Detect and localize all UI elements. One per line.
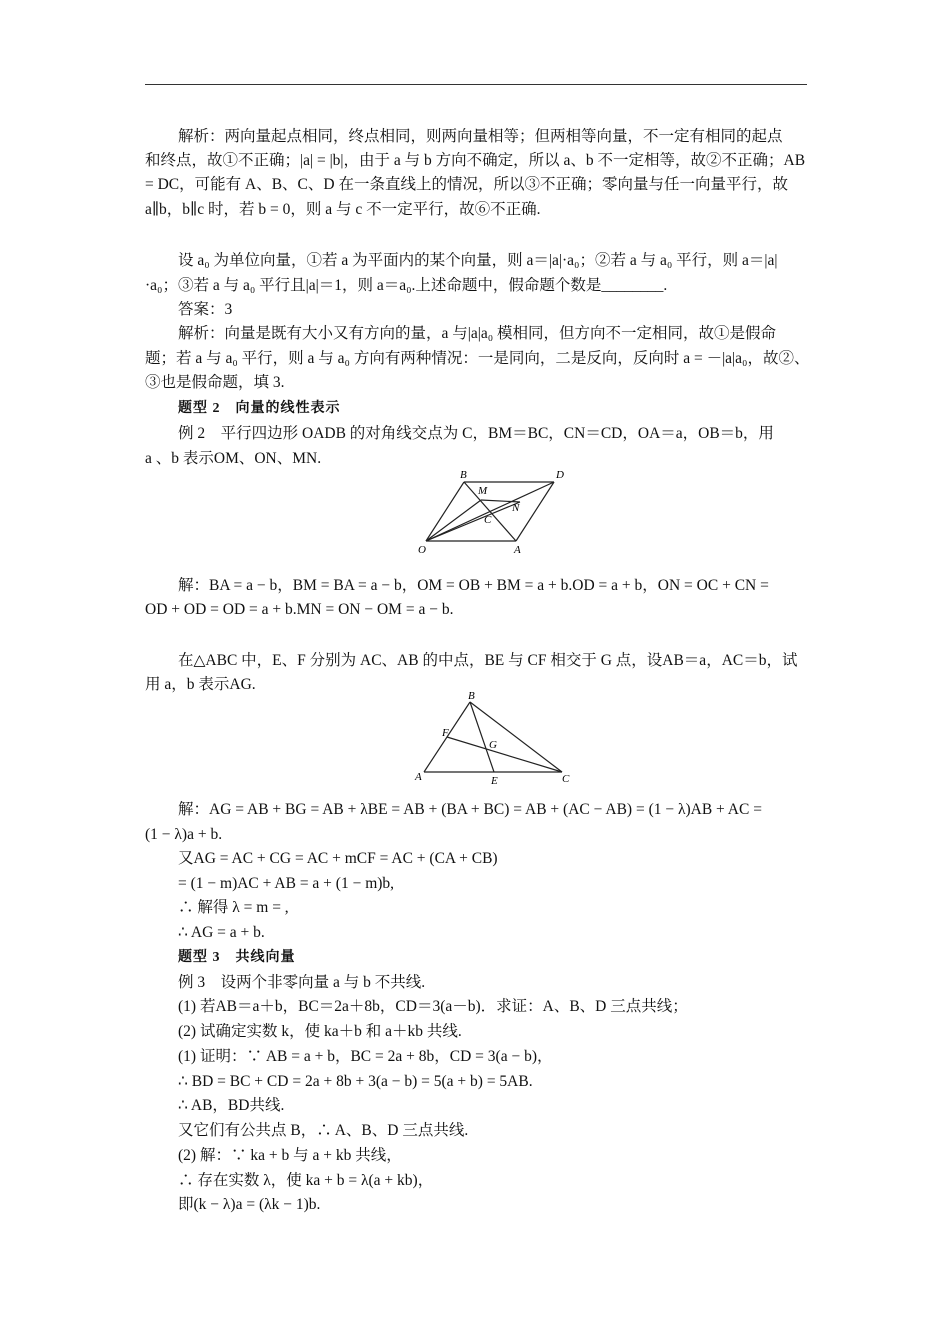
text-line: ∴ BD = BC + CD = 2a + 8b + 3(a − b) = 5(a + b) = 5AB. (178, 1073, 533, 1090)
text-line: 设 a₀ 为单位向量，①若 a 为平面内的某个向量，则 a＝|a|·a₀；②若 a 与 a₀ 平行，则 a＝|a| (178, 252, 778, 269)
label-N: N (512, 502, 520, 514)
triangle-figure (412, 690, 577, 786)
text-line: (1 − λ)a + b. (145, 826, 223, 843)
text-line: 和终点，故①不正确；|a| = |b|，由于 a 与 b 方向不确定，所以 a、b 不一定相等，故②不正确；AB (145, 152, 806, 169)
answer-line: 答案：3 (178, 301, 233, 318)
header-rule (145, 84, 807, 85)
text-line: a 、b 表示OM、ON、MN. (145, 450, 322, 467)
label-B: B (468, 690, 475, 702)
text-line: 解析：两向量起点相同，终点相同，则两向量相等；但两相等向量，不一定有相同的起点 (178, 128, 783, 145)
label-O: O (418, 544, 426, 556)
label-C: C (562, 773, 570, 785)
text-line: ·a₀；③若 a 与 a₀ 平行且|a|＝1，则 a＝a₀.上述命题中，假命题个数是________. (145, 277, 668, 294)
text-line: (2) 试确定实数 k，使 ka＋b 和 a＋kb 共线. (178, 1023, 462, 1040)
text-line: ∴ AG = a + b. (178, 924, 265, 941)
label-A: A (514, 544, 521, 556)
text-line: ∴ AB，BD共线. (178, 1097, 285, 1114)
text-line: 题；若 a 与 a₀ 平行，则 a 与 a₀ 方向有两种情况：一是同向，二是反向，反向时 a = －|a|a₀，故②、 (145, 350, 810, 367)
text-line: ∴ 存在实数 λ，使 ka + b = λ(a + kb)， (178, 1172, 434, 1189)
label-F: F (442, 727, 449, 739)
text-line: (1) 若AB＝a＋b，BC＝2a＋8b，CD＝3(a－b)．求证：A、B、D 三点共线； (178, 998, 688, 1015)
label-B: B (460, 469, 467, 481)
text-line: = (1 − m)AC + AB = a + (1 − m)b, (178, 875, 395, 892)
text-line: 解：BA = a − b，BM = BA = a − b，OM = OB + BM = a + b.OD = a + b，ON = OC + CN = (178, 577, 769, 594)
text-line: = DC，可能有 A、B、C、D 在一条直线上的情况，所以③不正确；零向量与任一向量平行，故 (145, 176, 788, 193)
text-line: 解析：向量是既有大小又有方向的量，a 与|a|a₀ 模相同，但方向不一定相同，故①是假命 (178, 325, 777, 342)
section-heading: 题型 3 共线向量 (178, 950, 296, 965)
text-line: ③也是假命题，填 3. (145, 374, 285, 391)
text-line: 在△ABC 中，E、F 分别为 AC、AB 的中点，BE 与 CF 相交于 G 点，设AB＝a，AC＝b，试 (178, 652, 798, 669)
example-line: 例 2 平行四边形 OADB 的对角线交点为 C，BM＝BC，CN＝CD，OA＝a，OB＝b，用 (178, 425, 774, 442)
text-line: (2) 解：∵ ka + b 与 a + kb 共线， (178, 1147, 402, 1164)
label-A: A (415, 771, 422, 783)
text-line: a∥b，b∥c 时，若 b = 0，则 a 与 c 不一定平行，故⑥不正确. (145, 201, 541, 218)
text-line: 又它们有公共点 B，∴ A、B、D 三点共线. (178, 1122, 469, 1139)
label-G: G (489, 739, 497, 751)
label-E: E (491, 775, 498, 786)
text-line: (1) 证明：∵ AB = a + b，BC = 2a + 8b，CD = 3(a − b)， (178, 1048, 553, 1065)
label-D: D (556, 469, 564, 481)
text-line: OD + OD = OD = a + b.MN = ON − OM = a − b. (145, 601, 454, 618)
text-line: 即(k − λ)a = (λk − 1)b. (178, 1196, 321, 1213)
label-C: C (484, 514, 492, 526)
text-line: 用 a，b 表示AG. (145, 676, 256, 693)
section-heading: 题型 2 向量的线性表示 (178, 401, 341, 416)
text-line: ∴ 解得 λ = m = , (178, 899, 289, 916)
example-line: 例 3 设两个非零向量 a 与 b 不共线. (178, 974, 426, 991)
parallelogram-figure (414, 465, 574, 560)
text-line: 解：AG = AB + BG = AB + λBE = AB + (BA + BC) = AB + (AC − AB) = (1 − λ)AB + AC = (178, 801, 762, 818)
label-M: M (478, 485, 488, 497)
text-line: 又AG = AC + CG = AC + mCF = AC + (CA + CB) (178, 850, 498, 867)
